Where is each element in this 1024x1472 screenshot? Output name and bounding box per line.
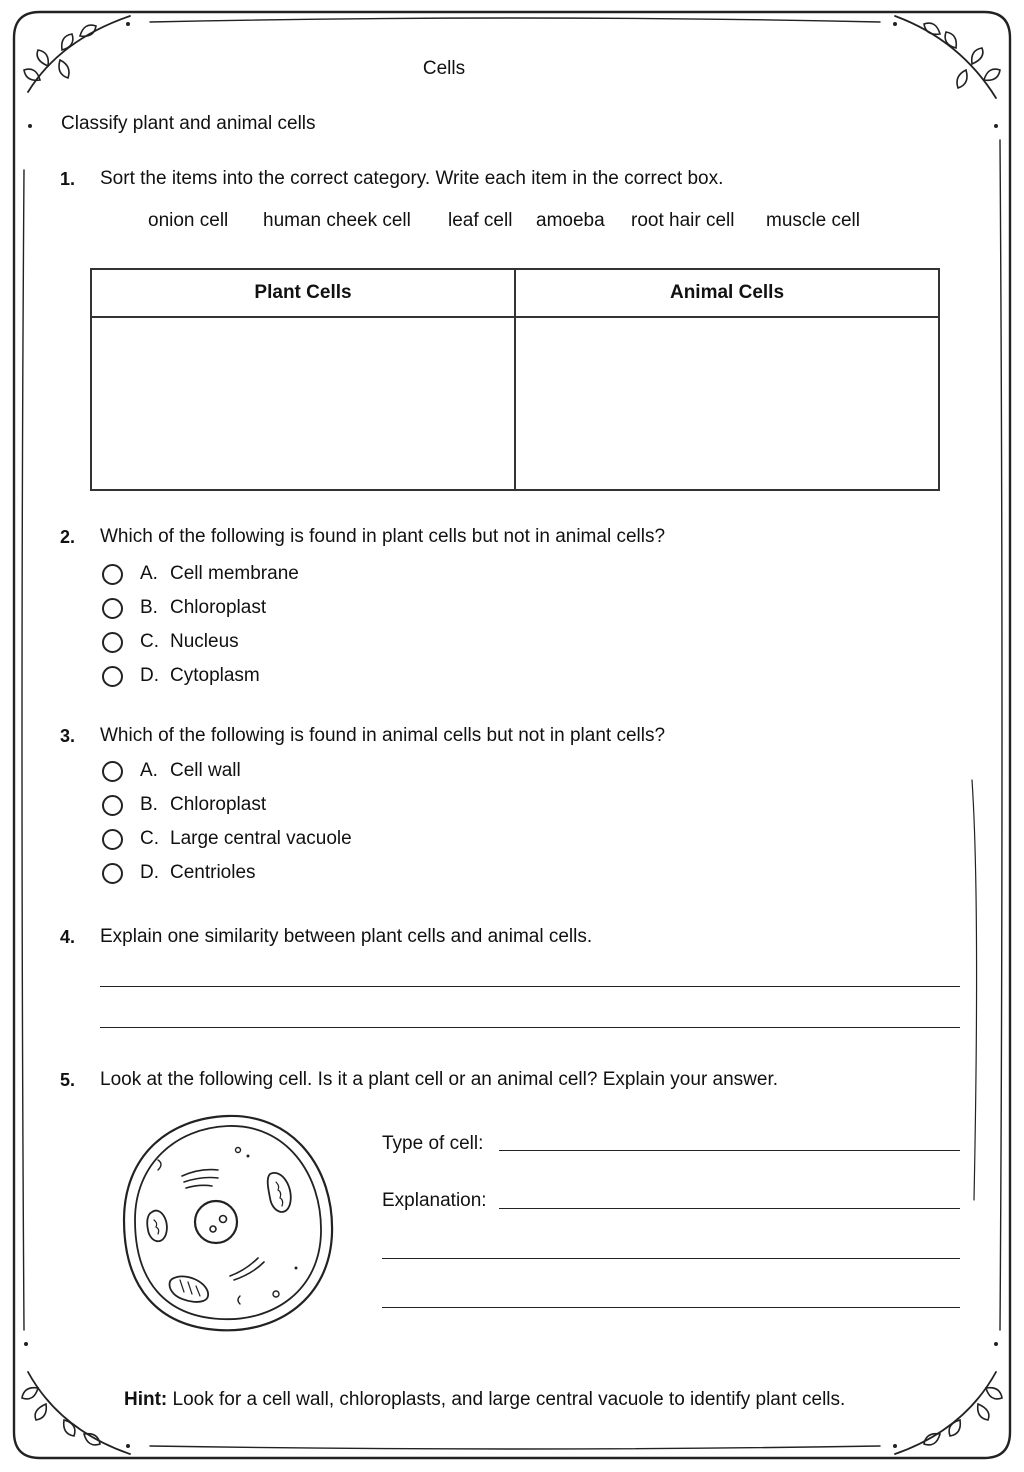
animal-cells-answer-box[interactable]: [515, 317, 939, 490]
q2-option-d[interactable]: D. Cytoplasm: [102, 663, 260, 689]
explanation-label: Explanation:: [382, 1190, 487, 1211]
word-bank-item: onion cell: [148, 210, 229, 231]
q2-option-b[interactable]: B. Chloroplast: [102, 595, 266, 621]
sorting-table: [90, 268, 940, 491]
question-3-text: Which of the following is found in animal cells but not in plant cells?: [100, 725, 666, 746]
question-number-2: 2.: [60, 527, 76, 547]
question-5-text: Look at the following cell. Is it a plant cell or an animal cell? Explain your answer.: [100, 1069, 779, 1090]
q2-option-a[interactable]: A. Cell membrane: [102, 561, 299, 587]
q3-option-c[interactable]: C. Large central vacuole: [102, 826, 352, 852]
question-number-5: 5.: [60, 1070, 76, 1090]
question-4-text: Explain one similarity between plant cells and animal cells.: [100, 926, 593, 947]
answer-line[interactable]: [100, 1027, 960, 1028]
radio-circle-icon[interactable]: [102, 598, 123, 619]
hint-text: [124, 1389, 845, 1411]
word-bank-item: muscle cell: [766, 210, 860, 231]
q3-option-a[interactable]: A. Cell wall: [102, 758, 241, 784]
question-number-3: 3.: [60, 726, 76, 746]
page-subtitle: Classify plant and animal cells: [61, 113, 316, 134]
radio-circle-icon[interactable]: [102, 666, 123, 687]
hint-label: Hint:: [124, 1389, 168, 1410]
word-bank-item: amoeba: [536, 210, 605, 231]
question-2-text: Which of the following is found in plant cells but not in animal cells?: [100, 526, 666, 547]
hint-body: Look for a cell wall, chloroplasts, and large central vacuole to identify plant cells.: [167, 1389, 846, 1410]
word-bank-item: root hair cell: [631, 210, 735, 231]
question-1-text: Sort the items into the correct category. Write each item in the correct box.: [100, 168, 724, 189]
plant-cells-header: Plant Cells: [91, 269, 515, 317]
radio-circle-icon[interactable]: [102, 863, 123, 884]
radio-circle-icon[interactable]: [102, 829, 123, 850]
radio-circle-icon[interactable]: [102, 795, 123, 816]
plant-cells-answer-box[interactable]: [91, 317, 515, 490]
explanation-answer-line[interactable]: [382, 1258, 960, 1259]
radio-circle-icon[interactable]: [102, 761, 123, 782]
question-number-4: 4.: [60, 927, 76, 947]
question-number-1: 1.: [60, 169, 76, 189]
q3-option-b[interactable]: B. Chloroplast: [102, 792, 266, 818]
type-of-cell-answer-line[interactable]: [499, 1150, 960, 1151]
explanation-answer-line[interactable]: [499, 1208, 960, 1209]
word-bank-item: human cheek cell: [263, 210, 411, 231]
word-bank-item: leaf cell: [448, 210, 513, 231]
animal-cells-header: Animal Cells: [515, 269, 939, 317]
answer-line[interactable]: [100, 986, 960, 987]
q2-option-c[interactable]: C. Nucleus: [102, 629, 239, 655]
type-of-cell-label: Type of cell:: [382, 1133, 484, 1154]
q3-option-d[interactable]: D. Centrioles: [102, 860, 256, 886]
animal-cell-diagram-icon: [118, 1108, 340, 1338]
radio-circle-icon[interactable]: [102, 564, 123, 585]
radio-circle-icon[interactable]: [102, 632, 123, 653]
page-title: Cells: [422, 58, 466, 79]
explanation-answer-line[interactable]: [382, 1307, 960, 1308]
